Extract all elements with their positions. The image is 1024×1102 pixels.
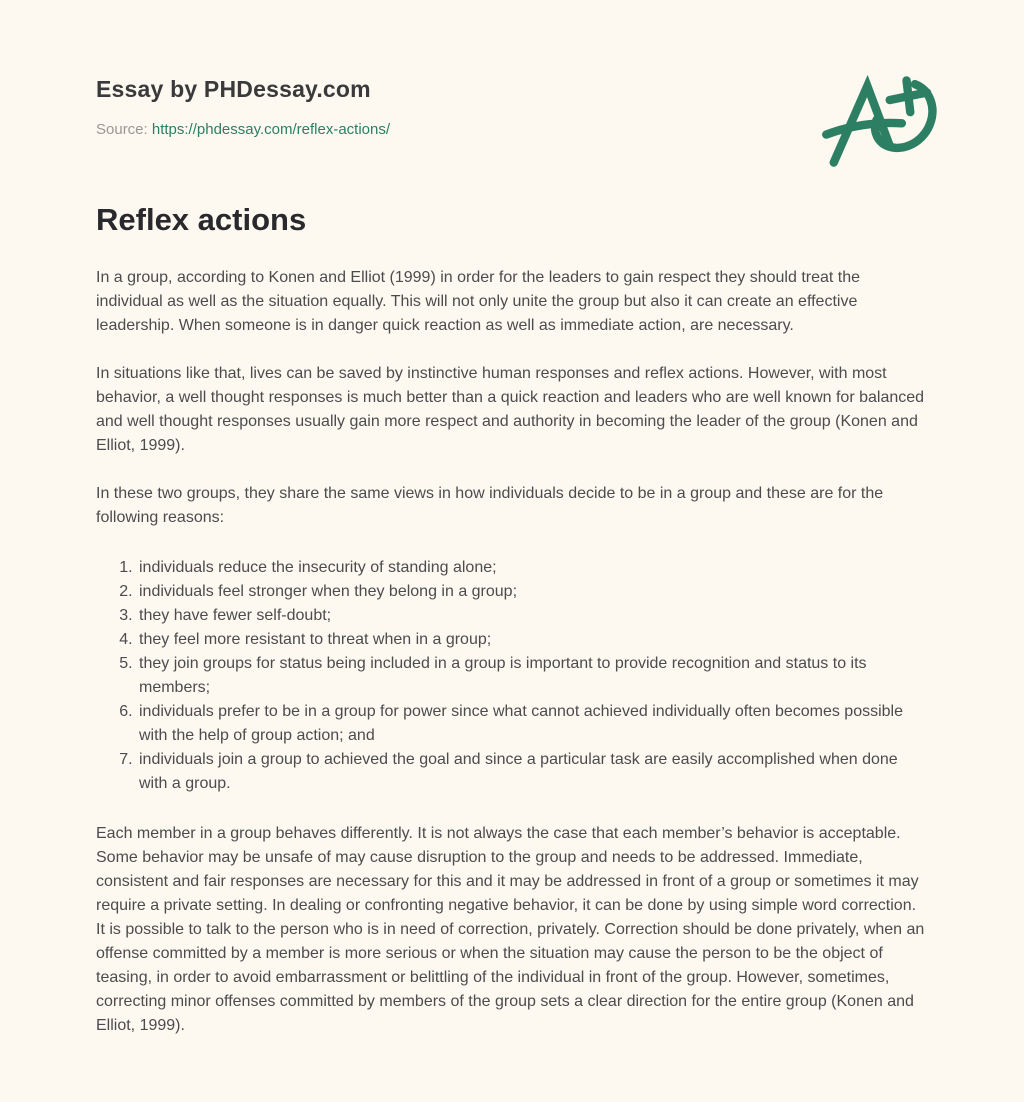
list-item: 1. individuals reduce the insecurity of standing alone; bbox=[137, 556, 928, 580]
list-item: 7. individuals join a group to achieved the goal and since a particular task are easily accomplished when done with a group. bbox=[137, 748, 928, 796]
source-url-link[interactable]: https://phdessay.com/reflex-actions/ bbox=[151, 121, 391, 138]
reasons-list bbox=[96, 556, 928, 796]
essay-content bbox=[96, 202, 928, 1038]
list-item: 6. individuals prefer to be in a group for power since what cannot achieved individually often becomes possible with the help of group action; and bbox=[137, 700, 928, 748]
phdessay-a-plus-logo bbox=[818, 72, 940, 170]
brand-title: Essay by PHDessay.com bbox=[96, 76, 371, 102]
list-item: 5. they join groups for status being included in a group is important to provide recognition and status to its members; bbox=[137, 652, 928, 700]
essay-paragraph: Each member in a group behaves differently. It is not always the case that each member’s behavior is acceptable. Some behavior may be unsafe of may cause disruption to the group and needs to be addressed. Immediate, consistent and fair responses are necessary for this and it may be addressed in front of a group or sometimes it may require a private setting. In dealing or confronting negative behavior, it can be done by using simple word correction. It is possible to talk to the person who is in need of correction, privately. Correction should be done privately, when an offense committed by a member is more serious or when the situation may cause the person to be the object of teasing, in order to avoid embarrassment or belittling of the individual in front of the group. However, sometimes, correcting minor offenses committed by members of the group sets a clear direction for the entire group (Konen and Elliot, 1999). bbox=[96, 825, 925, 1034]
source-label: Source: bbox=[96, 121, 148, 138]
list-item: 4. they feel more resistant to threat when in a group; bbox=[137, 628, 928, 652]
list-item: 2. individuals feel stronger when they belong in a group; bbox=[137, 580, 928, 604]
essay-paragraph: In these two groups, they share the same views in how individuals decide to be in a group and these are for the following reasons: bbox=[96, 485, 884, 526]
essay-paragraph: In a group, according to Konen and Elliot (1999) in order for the leaders to gain respect they should treat the individual as well as the situation equally. This will not only unite the group but also it can create an effective leadership. When someone is in danger quick reaction as well as immediate action, are necessary. bbox=[96, 269, 861, 334]
list-item: 3. they have fewer self-doubt; bbox=[137, 604, 928, 628]
essay-paragraph: In situations like that, lives can be saved by instinctive human responses and reflex actions. However, with most behavior, a well thought responses is much better than a quick reaction and leaders who are well known for balanced and well thought responses usually gain more respect and authority in becoming the leader of the group (Konen and Elliot, 1999). bbox=[96, 365, 925, 454]
page-header bbox=[96, 76, 928, 138]
essay-title: Reflex actions bbox=[96, 202, 307, 237]
source-line bbox=[96, 121, 928, 138]
